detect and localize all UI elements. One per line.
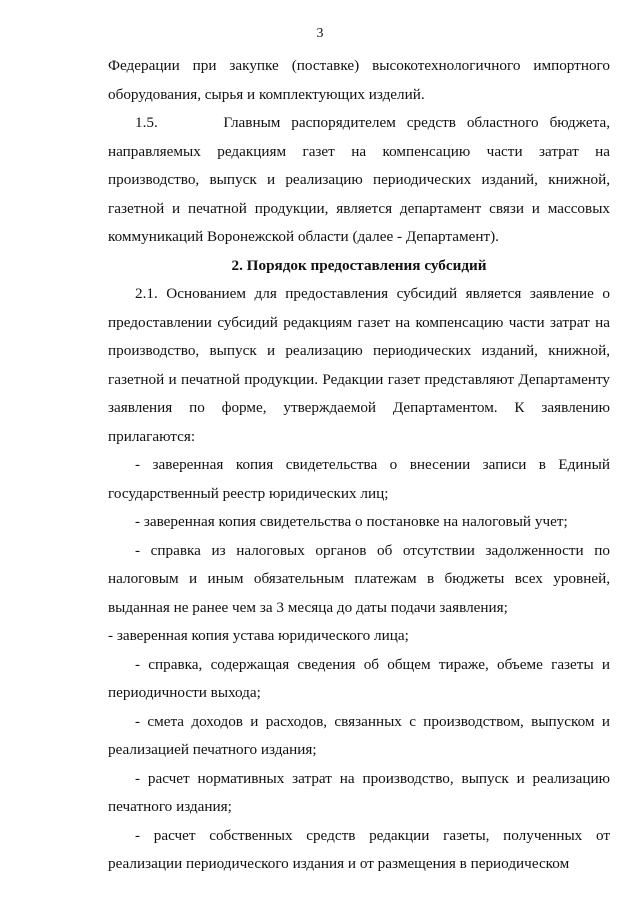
list-item-registry-certificate: - заверенная копия свидетельства о внесении записи в Единый государственный реестр юридических лиц; (108, 456, 610, 502)
list-item-circulation-info: - справка, содержащая сведения об общем тираже, объеме газеты и периодичности выхода; (108, 655, 610, 701)
list-item-tax-registration: - заверенная копия свидетельства о постановке на налоговый учет; (135, 513, 568, 530)
list-item-own-funds-calculation: - расчет собственных средств редакции газеты, полученных от реализации периодического издания и от размещения в периодическом (108, 826, 610, 872)
paragraph-federation: Федерации при закупке (поставке) высокотехнологичного импортного оборудования, сырья и комплектующих изделий. (108, 57, 610, 103)
list-item-charter-copy: - заверенная копия устава юридического лица; (108, 627, 409, 644)
paragraph-1-5: 1.5. Главным распорядителем средств областного бюджета, направляемых редакциям газет на компенсацию части затрат на производство, выпуск и реализацию периодических изданий, книжной, газетной и печатной продукции, является департамент связи и массовых коммуникаций Воронежской области (далее - Департамент). (108, 114, 610, 245)
document-body (108, 52, 610, 879)
page-number: 3 (316, 26, 324, 41)
list-item-normative-costs: - расчет нормативных затрат на производство, выпуск и реализацию печатного издания; (108, 769, 610, 815)
section-heading: 2. Порядок предоставления субсидий (231, 256, 487, 274)
list-item-income-expense-estimate: - смета доходов и расходов, связанных с производством, выпуском и реализацией печатного издания; (108, 712, 610, 758)
paragraph-2-1: 2.1. Основанием для предоставления субсидий является заявление о предоставлении субсидий редакциям газет на компенсацию части затрат на производство, выпуск и реализацию периодических изданий, книжной, газетной и печатной продукции. Редакции газет представляют Департаменту заявления по форме, утверждаемой Департаментом. К заявлению прилагаются: (108, 285, 610, 445)
list-item-tax-debt-certificate: - справка из налоговых органов об отсутствии задолженности по налоговым и иным обязательным платежам в бюджеты всех уровней, выданная не ранее чем за 3 месяца до даты подачи заявления; (108, 541, 610, 616)
